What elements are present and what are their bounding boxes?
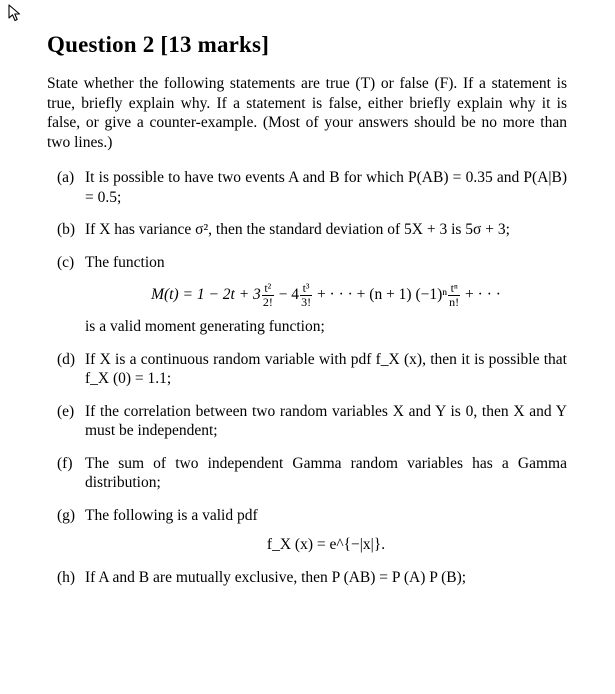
fraction: $\frac{\text{t³}}{3!}$ [301,281,312,309]
statement-d [47,350,567,389]
fraction: $\frac{\text{tⁿ}}{n!}$ [449,281,460,309]
statement-c [47,253,567,337]
question-title: Question 2 [13 marks] [47,32,270,57]
statement-text: If X has variance σ², then the standard deviation of 5X + 3 is 5σ + 3; [85,221,510,238]
statement-label: (e) [57,402,75,420]
statement-label: (h) [57,568,76,586]
statement-text: The sum of two independent Gamma random variables has a Gamma distribution; [85,454,567,491]
statement-a [47,168,567,207]
mouse-pointer-icon [8,4,22,22]
statement-h [47,568,567,588]
statement-text: If A and B are mutually exclusive, then P (AB) = P (A) P (B); [85,568,467,586]
statement-text: The following is a valid pdf [85,506,258,524]
pdf-formula: f_X (x) = e^{−|x|}. [266,536,386,553]
statement-g [47,506,567,555]
statement-b [47,220,567,240]
statement-e [47,402,567,441]
statement-label: (g) [57,506,76,524]
statement-text: If the correlation between two random variables X and Y is 0, then X and Y must be independent; [85,402,567,439]
fraction: $\frac{\text{t²}}{2!}$ [262,281,273,309]
statement-label: (c) [57,253,75,271]
statement-label: (b) [57,221,76,238]
statement-label: (a) [57,169,75,186]
question-instructions: State whether the following statements are true (T) or false (F). If a statement is true, briefly explain why. If a statement is false, either briefly explain why it is false, or give a counter-example. (Most of your answers should be no more than two lines.) [47,75,567,151]
statement-text: is a valid moment generating function; [85,318,325,335]
statement-f [47,454,567,493]
statement-label: (f) [57,454,73,472]
statement-text: It is possible to have two events A and B for which P(AB) = 0.35 and P(A|B) = 0.5; [85,169,567,206]
statement-text: The function [85,253,165,271]
mgf-formula: M(t) = 1 − 2t + 3 $\frac{\text{t²}}{2!}$ − 4 $\frac{\text{t³}}{3!}$ + · · · + (n + 1) (−1)ⁿ $\frac{\text{tⁿ}}{n!}$ + · · · [151,281,501,309]
statement-text: If X is a continuous random variable with pdf f_X (x), then it is possible that f_X (0) = 1.1; [85,350,567,387]
statement-label: (d) [57,350,76,368]
question-page [47,32,567,600]
